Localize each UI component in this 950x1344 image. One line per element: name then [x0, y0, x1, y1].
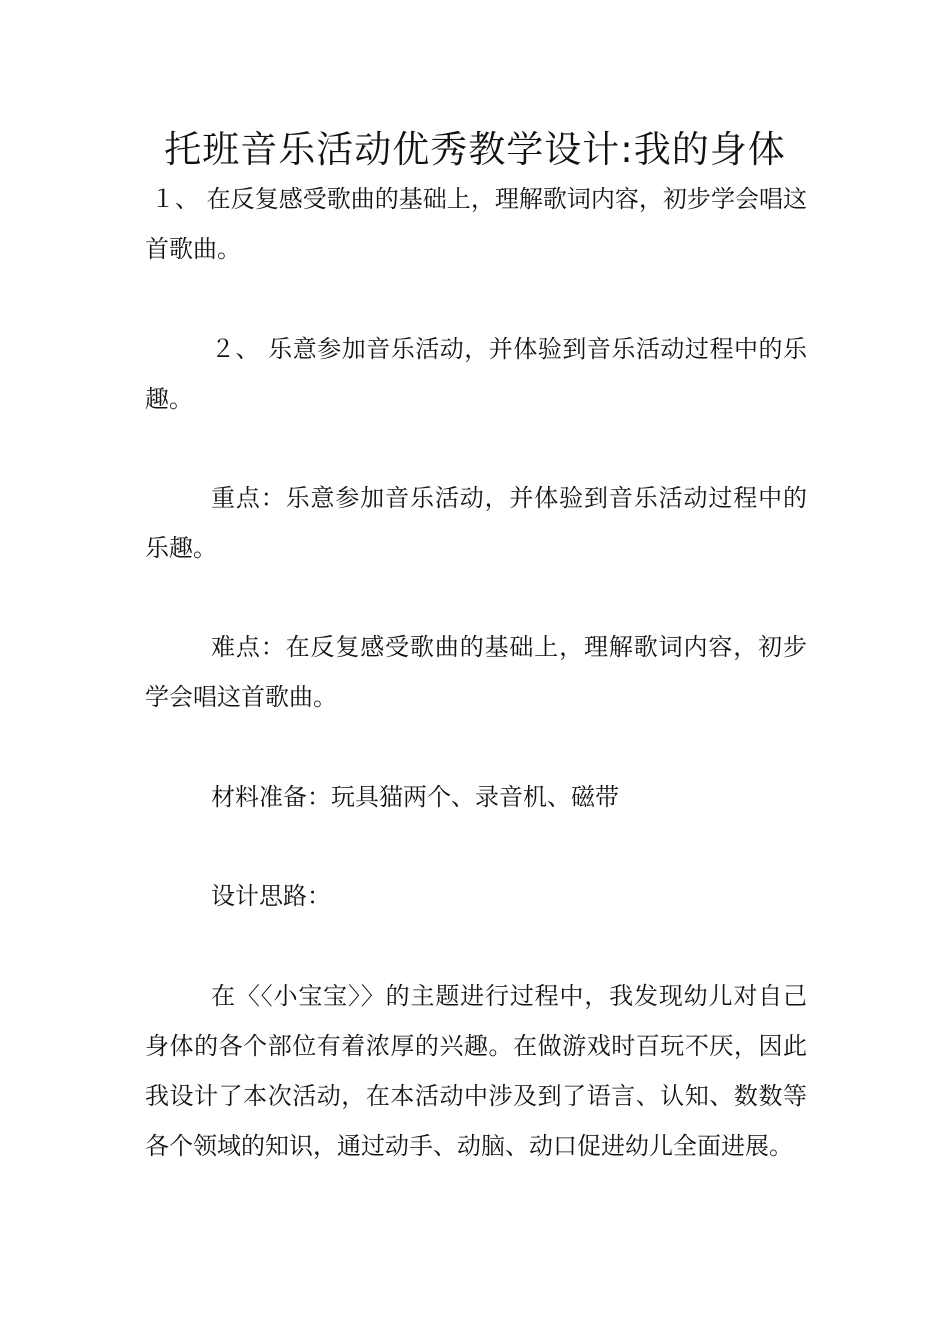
goal-1-paragraph: １、 在反复感受歌曲的基础上，理解歌词内容，初步学会唱这首歌曲。 — [145, 185, 807, 263]
key-point-paragraph: 重点：乐意参加音乐活动，并体验到音乐活动过程中的乐趣。 — [145, 484, 807, 562]
difficulty-paragraph: 难点：在反复感受歌曲的基础上，理解歌词内容，初步学会唱这首歌曲。 — [145, 633, 807, 711]
design-idea-paragraph: 在〈〈小宝宝〉〉的主题进行过程中，我发现幼儿对自己身体的各个部位有着浓厚的兴趣。在做游戏时百玩不厌，因此我设计了本次活动，在本活动中涉及到了语言、认知、数数等各个领域的知识，通过动手、动脑、动口促进幼儿全面进展。 — [145, 982, 807, 1160]
goal-2-paragraph: ２、 乐意参加音乐活动，并体验到音乐活动过程中的乐趣。 — [145, 335, 807, 413]
materials-paragraph: 材料准备：玩具猫两个、录音机、磁带 — [211, 783, 619, 811]
document-title: 托班音乐活动优秀教学设计:我的身体 — [164, 128, 786, 171]
design-idea-heading: 设计思路： — [211, 882, 331, 910]
